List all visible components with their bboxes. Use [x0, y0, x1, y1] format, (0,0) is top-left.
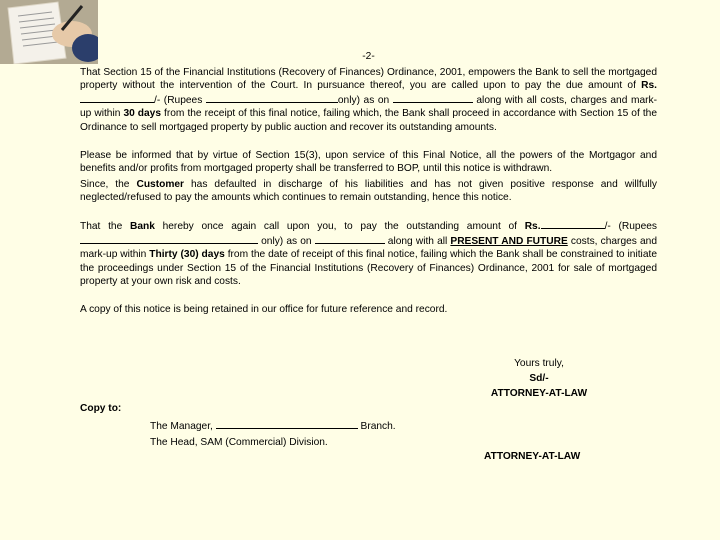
- date-blank: [393, 93, 473, 103]
- rupees-blank: [206, 93, 338, 103]
- copy-to-list: [150, 419, 396, 451]
- paragraph-section-15-3: Please be informed that by virtue of Section 15(3), upon service of this Final Notice, all the powers of the Mortgagor and benefits and/or profits from mortgaged property shall be transferred to BOP, until this notice is withdrawn.: [80, 149, 657, 175]
- amount-blank-2: [541, 219, 605, 229]
- rupees-blank-2: [80, 234, 258, 244]
- paragraph-call-upon: That the Bank hereby once again call upon you, to pay the outstanding amount of Rs. /- (Rupees only) as on along with all PRESENT AND FUTURE costs, charges and mark-up within Thirty (30) days from the date of receipt of this final notice, failing which the Bank shall be constrained to initiate the proceedings under Section 15 of the Financial Institutions (Recovery of Finances) Ordinance, 2001 for sale of mortgaged property at your own risk and costs.: [80, 220, 657, 288]
- page-number: -2-: [362, 51, 375, 62]
- branch-blank: [216, 419, 358, 429]
- closing-text: Yours truly,: [514, 358, 564, 369]
- notice-body: [80, 50, 657, 317]
- paragraph-copy-retained: A copy of this notice is being retained in our office for future reference and record.: [80, 303, 448, 315]
- signature-block: [464, 356, 614, 401]
- paragraph-customer-default: Since, the Customer has defaulted in discharge of his liabilities and has not given positive response and willfully neglected/refused to pay the amounts which continues to remain outstanding, hence this notice.: [80, 178, 658, 204]
- attorney-title: ATTORNEY-AT-LAW: [490, 388, 588, 399]
- paragraph-section-15: That Section 15 of the Financial Institutions (Recovery of Finances) Ordinance, 2001, empowers the Bank to sell the mortgaged property without the intervention of the Court. In pursuance thereof, you are called upon to pay the due amount of Rs./- (Rupees only) as on along with all costs, charges and mark-up within 30 days from the receipt of this final notice, failing which, the Bank shall proceed in accordance with Section 15 of the Ordinance to sell mortgaged property by public auction and recover its outstanding amounts.: [80, 66, 657, 133]
- sd-text: Sd/-: [529, 373, 549, 384]
- attorney-title-bottom: ATTORNEY-AT-LAW: [484, 451, 581, 462]
- copy-to-manager: The Manager, Branch.: [150, 421, 396, 432]
- copy-to-head: The Head, SAM (Commercial) Division.: [150, 437, 328, 448]
- date-blank-2: [315, 234, 385, 244]
- copy-to-label: Copy to:: [80, 403, 122, 414]
- amount-blank: [80, 93, 154, 103]
